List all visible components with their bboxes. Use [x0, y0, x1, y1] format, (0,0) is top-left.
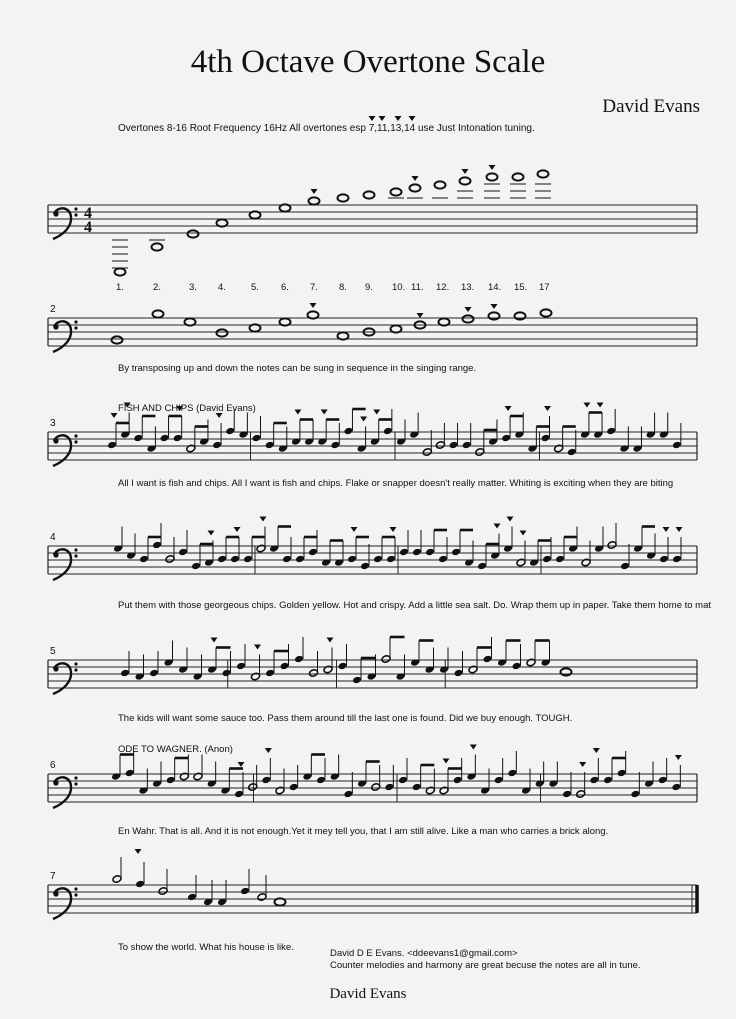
system-number: 6 [50, 760, 56, 771]
tuning-marker-icon [310, 303, 317, 308]
quarter-note [330, 772, 340, 781]
tuning-marker-icon [351, 527, 358, 532]
time-signature-top: 4 [84, 205, 92, 222]
quarter-note [308, 548, 318, 557]
quarter-note [454, 669, 464, 678]
half-note [425, 786, 435, 795]
whole-note [541, 309, 552, 316]
quarter-note [386, 555, 396, 564]
whole-note [439, 318, 450, 325]
quarter-note [497, 658, 507, 667]
quarter-note [166, 776, 176, 785]
tuning-marker-icon [254, 645, 261, 650]
bass-clef-dot [74, 440, 77, 443]
tuning-marker-icon [369, 116, 376, 121]
tuning-marker-icon [579, 762, 586, 767]
quarter-note [120, 669, 130, 678]
whole-note [188, 230, 199, 237]
quarter-note [396, 672, 406, 681]
quarter-note [139, 555, 149, 564]
half-note [323, 665, 333, 674]
tuning-marker-icon [675, 755, 682, 760]
quarter-note [480, 786, 490, 795]
overtone-number: 8. [339, 282, 347, 293]
quarter-note [535, 779, 545, 788]
quarter-note [338, 662, 348, 671]
half-note [435, 441, 445, 450]
whole-note [308, 311, 319, 318]
quarter-note [204, 558, 214, 567]
tuning-marker-icon [373, 410, 380, 415]
tuning-marker-icon [379, 116, 386, 121]
tuning-marker-icon [111, 413, 118, 418]
quarter-note [555, 555, 565, 564]
whole-note [152, 243, 163, 250]
quarter-note [265, 441, 275, 450]
quarter-note [593, 430, 603, 439]
quarter-note [238, 430, 248, 439]
half-note [422, 448, 432, 457]
whole-note [250, 324, 261, 331]
overtone-number: 5. [251, 282, 259, 293]
bass-clef-dot [53, 324, 58, 329]
quarter-note [265, 669, 275, 678]
overtone-number: 15. [514, 282, 528, 293]
overtone-number: 9. [365, 282, 373, 293]
tuning-marker-icon [321, 410, 328, 415]
half-note [516, 558, 526, 567]
quarter-note [672, 441, 682, 450]
half-note [554, 444, 564, 453]
quarter-note [291, 437, 301, 446]
bass-clef-dot [74, 207, 77, 210]
quarter-note [149, 669, 159, 678]
tuning-marker-icon [234, 527, 241, 532]
overtone-number: 13. [461, 282, 475, 293]
bass-clef-dot [74, 662, 77, 665]
quarter-note [619, 444, 629, 453]
quarter-note [347, 555, 357, 564]
quarter-note [541, 434, 551, 443]
bass-clef-dot [74, 320, 77, 323]
quarter-note [370, 437, 380, 446]
whole-note [309, 197, 320, 204]
half-note [439, 786, 449, 795]
quarter-note [632, 444, 642, 453]
bass-clef-dot [74, 434, 77, 437]
quarter-note [317, 437, 327, 446]
quarter-note [451, 548, 461, 557]
tuning-marker-icon [390, 527, 397, 532]
quarter-note [107, 441, 117, 450]
overtone-number: 14. [488, 282, 502, 293]
contact-line: David D E Evans. <ddeevans1@gmail.com> [330, 948, 518, 959]
quarter-note [658, 776, 668, 785]
whole-note [217, 219, 228, 226]
bass-clef-dot [74, 782, 77, 785]
half-note [251, 672, 261, 681]
half-note [257, 893, 267, 902]
tuning-marker-icon [465, 307, 472, 312]
tuning-marker-icon [663, 527, 670, 532]
quarter-note [138, 786, 148, 795]
tuning-marker-icon [417, 313, 424, 318]
whole-note [280, 318, 291, 325]
song-title: ODE TO WAGNER. (Anon) [118, 744, 233, 755]
tuning-marker-icon [597, 403, 604, 408]
whole-note [338, 194, 349, 201]
half-note [248, 783, 258, 792]
quarter-note [135, 880, 145, 889]
quarter-note [269, 544, 279, 553]
quarter-note [160, 434, 170, 443]
bass-clef-dot [53, 666, 58, 671]
quarter-note [360, 562, 370, 571]
quarter-note [120, 430, 130, 439]
quarter-note [302, 772, 312, 781]
bass-clef-dot [74, 548, 77, 551]
quarter-note [230, 555, 240, 564]
quarter-note [439, 665, 449, 674]
quarter-note [146, 444, 156, 453]
whole-note [250, 211, 261, 218]
overtone-number: 3. [189, 282, 197, 293]
half-note [165, 555, 175, 564]
quarter-note [289, 783, 299, 792]
quarter-note [580, 430, 590, 439]
quarter-note [212, 441, 222, 450]
quarter-note [295, 555, 305, 564]
whole-note [489, 312, 500, 319]
quarter-note [330, 441, 340, 450]
quarter-note [501, 434, 511, 443]
quarter-note [490, 551, 500, 560]
quarter-note [529, 558, 539, 567]
tuning-marker-icon [544, 406, 551, 411]
quarter-note [321, 558, 331, 567]
whole-note [515, 312, 526, 319]
quarter-note [178, 665, 188, 674]
quarter-note [152, 779, 162, 788]
quarter-note [352, 676, 362, 685]
lyric-line: En Wahr. That is all. And it is not enough.Yet it mey tell you, that I am still alive. Like a man who carries a brick along. [118, 826, 609, 837]
whole-note [435, 181, 446, 188]
tuning-marker-icon [470, 745, 477, 750]
quarter-note [240, 887, 250, 896]
quarter-note [410, 658, 420, 667]
note-line: Counter melodies and harmony are great becuse the notes are all in tune. [330, 960, 641, 971]
quarter-note [412, 548, 422, 557]
quarter-note [367, 672, 377, 681]
quarter-note [191, 562, 201, 571]
quarter-note [334, 558, 344, 567]
quarter-note [568, 544, 578, 553]
half-note [186, 444, 196, 453]
quarter-note [207, 665, 217, 674]
system-number: 4 [50, 532, 56, 543]
whole-note [460, 177, 471, 184]
whole-note [561, 668, 572, 675]
quarter-note [373, 555, 383, 564]
half-note [158, 887, 168, 896]
quarter-note [343, 790, 353, 799]
whole-note [115, 268, 126, 275]
tuning-marker-icon [593, 748, 600, 753]
half-note [475, 448, 485, 457]
tuning-marker-icon [208, 531, 215, 536]
whole-note [280, 204, 291, 211]
overtone-number: 11. [411, 282, 424, 293]
quarter-note [133, 434, 143, 443]
quarter-note [594, 544, 604, 553]
quarter-note [567, 448, 577, 457]
overtone-number: 4. [218, 282, 226, 293]
bass-clef-dot [74, 893, 77, 896]
tuning-marker-icon [443, 759, 450, 764]
bass-clef-dot [53, 780, 58, 785]
quarter-note [464, 558, 474, 567]
whole-note [487, 173, 498, 180]
tuning-marker-icon [520, 531, 527, 536]
tuning-marker-icon [676, 527, 683, 532]
quarter-note [462, 441, 472, 450]
quarter-note [412, 783, 422, 792]
quarter-note [527, 444, 537, 453]
time-signature-bottom: 4 [84, 219, 92, 236]
half-note [179, 772, 189, 781]
bass-clef-dot [53, 891, 58, 896]
overtone-number: 6. [281, 282, 289, 293]
quarter-note [234, 790, 244, 799]
quarter-note [494, 776, 504, 785]
song-title: FISH AND CHIPS (David Evans) [118, 403, 256, 414]
quarter-note [453, 776, 463, 785]
quarter-note [173, 434, 183, 443]
tuning-marker-icon [489, 165, 496, 170]
overtone-number: 10. [392, 282, 406, 293]
lyric-line: To show the world. What his house is like. [118, 942, 294, 953]
whole-note [410, 184, 421, 191]
whole-note [217, 329, 228, 336]
tuning-marker-icon [294, 410, 301, 415]
quarter-note [438, 555, 448, 564]
quarter-note [357, 779, 367, 788]
bass-clef-dot [74, 213, 77, 216]
half-note [381, 655, 391, 664]
quarter-note [252, 434, 262, 443]
tuning-marker-icon [260, 517, 267, 522]
quarter-note [409, 430, 419, 439]
overtone-number: 7. [310, 282, 318, 293]
quarter-note [541, 658, 551, 667]
page-title: 4th Octave Overtone Scale [190, 44, 546, 80]
half-note [468, 665, 478, 674]
tuning-marker-icon [360, 417, 367, 422]
system-2-caption: By transposing up and down the notes can be sung in sequence in the singing range. [118, 363, 477, 374]
quarter-note [225, 427, 235, 436]
half-note [371, 783, 381, 792]
quarter-note [503, 544, 513, 553]
tuning-marker-icon [491, 304, 498, 309]
quarter-note [633, 544, 643, 553]
whole-note [391, 188, 402, 195]
tuning-marker-icon [505, 406, 512, 411]
bass-clef-dot [74, 668, 77, 671]
half-note [526, 658, 536, 667]
bass-clef-dot [74, 887, 77, 890]
tuning-marker-icon [265, 748, 272, 753]
lyric-line: The kids will want some sauce too. Pass them around till the last one is found. Did we buy enough. TOUGH. [118, 713, 573, 724]
quarter-note [357, 444, 367, 453]
quarter-note [384, 783, 394, 792]
tuning-marker-icon [327, 638, 334, 643]
quarter-note [111, 772, 121, 781]
tuning-marker-icon [311, 189, 318, 194]
quarter-note [126, 551, 136, 560]
quarter-note [164, 658, 174, 667]
overtone-number: 17 [539, 282, 550, 293]
tuning-marker-icon [583, 403, 590, 408]
quarter-note [125, 769, 135, 778]
system-number: 2 [50, 304, 56, 315]
quarter-note [646, 430, 656, 439]
overtone-number: 1. [116, 282, 124, 293]
quarter-note [316, 776, 326, 785]
quarter-note [220, 786, 230, 795]
tuning-marker-icon [135, 849, 142, 854]
quarter-note [243, 555, 253, 564]
quarter-note [514, 430, 524, 439]
quarter-note [644, 779, 654, 788]
tuning-marker-icon [494, 524, 501, 529]
tuning-marker-icon [238, 762, 245, 767]
quarter-note [477, 562, 487, 571]
tuning-marker-icon [409, 116, 416, 121]
quarter-note [671, 783, 681, 792]
quarter-note [466, 772, 476, 781]
quarter-note [425, 665, 435, 674]
whole-note [112, 336, 123, 343]
quarter-note [187, 893, 197, 902]
quarter-note [236, 662, 246, 671]
whole-note [185, 318, 196, 325]
quarter-note [646, 551, 656, 560]
quarter-note [507, 769, 517, 778]
quarter-note [135, 672, 145, 681]
overtone-number: 2. [153, 282, 161, 293]
whole-note [538, 170, 549, 177]
half-note [581, 558, 591, 567]
bass-clef-dot [74, 326, 77, 329]
quarter-note [548, 779, 558, 788]
quarter-note [630, 790, 640, 799]
quarter-note [425, 548, 435, 557]
overtone-number: 12. [436, 282, 450, 293]
tuning-marker-icon [462, 169, 469, 174]
quarter-note [672, 555, 682, 564]
quarter-note [282, 555, 292, 564]
quarter-note [620, 562, 630, 571]
bass-clef-dot [74, 554, 77, 557]
whole-note [275, 898, 286, 905]
whole-note [513, 173, 524, 180]
lyric-line: All I want is fish and chips. All I want is fish and chips. Flake or snapper doesn't really matter. Whiting is exciting when they are biting [118, 478, 674, 489]
quarter-note [542, 555, 552, 564]
half-note [576, 790, 586, 799]
half-note [275, 786, 285, 795]
tuning-marker-icon [507, 517, 514, 522]
footer-author: David Evans [329, 986, 407, 1002]
quarter-note [343, 427, 353, 436]
lyric-line: Put them with those georgeous chips. Golden yellow. Hot and crispy. Add a little sea salt. Do. Wrap them up in paper. Take them home to mat [118, 600, 712, 611]
quarter-note [193, 672, 203, 681]
quarter-note [304, 437, 314, 446]
quarter-note [294, 655, 304, 664]
quarter-note [399, 548, 409, 557]
quarter-note [449, 441, 459, 450]
author: David Evans [602, 96, 700, 117]
tuning-marker-icon [412, 176, 419, 181]
quarter-note [521, 786, 531, 795]
half-note [112, 875, 122, 884]
half-note [256, 544, 266, 553]
quarter-note [562, 790, 572, 799]
quarter-note [199, 437, 209, 446]
whole-note [338, 332, 349, 339]
quarter-note [488, 437, 498, 446]
quarter-note [483, 655, 493, 664]
quarter-note [278, 444, 288, 453]
half-note [309, 669, 319, 678]
quarter-note [207, 779, 217, 788]
intro-text: Overtones 8-16 Root Frequency 16Hz All overtones esp 7,11,13,14 use Just Intonation tuning. [118, 123, 535, 134]
system-number: 7 [50, 871, 56, 882]
bass-clef-dot [53, 438, 58, 443]
quarter-note [113, 544, 123, 553]
system-number: 3 [50, 418, 56, 429]
tuning-marker-icon [395, 116, 402, 121]
whole-note [364, 191, 375, 198]
quarter-note [261, 776, 271, 785]
quarter-note [217, 555, 227, 564]
quarter-note [383, 427, 393, 436]
tuning-marker-icon [211, 638, 218, 643]
quarter-note [280, 662, 290, 671]
quarter-note [398, 776, 408, 785]
quarter-note [659, 430, 669, 439]
system-number: 5 [50, 646, 56, 657]
quarter-note [589, 776, 599, 785]
half-note [193, 772, 203, 781]
whole-note [153, 310, 164, 317]
quarter-note [617, 769, 627, 778]
whole-note [463, 315, 474, 322]
quarter-note [396, 437, 406, 446]
bass-clef-dot [53, 211, 58, 216]
quarter-note [606, 427, 616, 436]
bass-clef-dot [74, 776, 77, 779]
half-note [607, 541, 617, 550]
quarter-note [178, 548, 188, 557]
quarter-note [659, 555, 669, 564]
quarter-note [152, 541, 162, 550]
quarter-note [512, 662, 522, 671]
whole-note [391, 325, 402, 332]
quarter-note [222, 669, 232, 678]
bass-clef-dot [53, 552, 58, 557]
quarter-note [603, 776, 613, 785]
